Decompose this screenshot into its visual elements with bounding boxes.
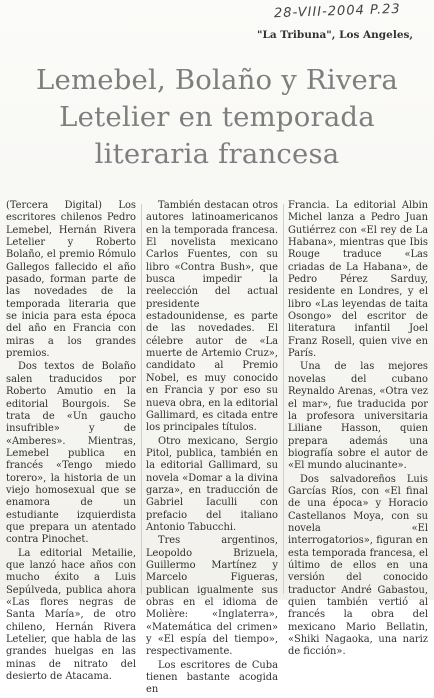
paragraph: También destacan otros autores latinoamericanos en la temporada francesa. El novelista mexicano Carlos Fuentes, con su libro «Contra Bush», que busca impedir la reelección del actual presidente estadounidense, es parte de las novedades. El célebre autor de «La muerte de Artemio Cruz», candidato al Premio Nobel, es muy conocido en Francia y por eso su nueva obra, en la editorial Gallimard, es citada entre los principales títulos. — [146, 200, 279, 434]
paragraph: Los escritores de Cuba tienen bastante acogida en — [146, 659, 278, 696]
paragraph: (Tercera Digital) Los escritores chilenos Pedro Lemebel, Hernán Rivera Letelier y Roberto Bolaño, el premio Rómulo Gallegos fallecido el año pasado, forman parte de las novedades de la temporada literaria que se inicia para esta época del año en Francia con miras a los grandes premios. — [6, 200, 136, 360]
article-body — [0, 200, 434, 696]
headline-line-1: Lemebel, Bolaño y Rivera — [36, 64, 398, 96]
column-divider — [141, 204, 142, 594]
paragraph: Otro mexicano, Sergio Pitol, publica, también en la editorial Gallimard, su novela «Domar a la divina garza», en traducción de Gabriel Iaculli con prefacio del italiano Antonio Tabucchi. — [146, 435, 278, 533]
headline-line-3: literaria francesa — [94, 138, 340, 170]
source-line: "La Tribuna", Los Angeles, — [257, 29, 414, 41]
paragraph: Una de las mejores novelas del cubano Reynaldo Arenas, «Otra vez el mar», fue traducida por la profesora universitaria Liliane Hasson, quien prepara además una biografía sobre el autor de «El mundo alucinante». — [288, 361, 428, 472]
paragraph: Dos salvadoreños Luis Garcías Ríos, con «El final de una época» y Horacio Castellanos Moya, con su novela «El interrogatorios», figuran en esta temporada francesa, el último de ellos en una versión del conocido traductor André Gabastou, quien también vertió al francés la obra del mexicano Mario Bellatin, «Shiki Nagaoka, una nariz de ficción». — [288, 473, 428, 658]
paragraph: Francia. La editorial Albin Michel lanza a Pedro Juan Gutiérrez con «El rey de La Habana», mientras que Ibis Rouge traduce «Las criadas de La Habana», de Pedro Pérez Sarduy, residente en Londres, y el libro «Las leyendas de taita Osongo» del escritor de literatura infantil Joel Franz Rosell, quien vive en París. — [288, 200, 428, 360]
headline-line-2: Letelier en temporada — [59, 101, 375, 133]
paragraph: Dos textos de Bolaño salen traducidos por Roberto Amutio en la editorial Bourgois. Se trata de «Un gaucho insufrible» y de «Amberes». Mientras, Lemebel publica en francés «Tengo miedo torero», la historia de un viejo homosexual que se enamora de un estudiante izquierdista que prepara un atentado contra Pinochet. — [6, 361, 136, 546]
article-column-2 — [146, 200, 278, 698]
headline — [10, 62, 424, 173]
paragraph: La editorial Metailie, que lanzó hace años con mucho éxito a Luis Sepúlveda, publica ahora «Las flores negras de Santa María», de otro chileno, Hernán Rivera Letelier, que habla de las grandes huelgas en las minas de nitrato del desierto de Atacama. — [6, 547, 136, 683]
article-column-1 — [6, 200, 136, 684]
column-divider — [283, 204, 284, 594]
paragraph: Tres argentinos, Leopoldo Brizuela, Guillermo Martínez y Marcelo Figueras, publican igualmente sus obras en el idioma de Molière: «Inglaterra», «Matemática del crimen» y «El espía del tiempo», respectivamente. — [146, 535, 278, 658]
article-column-3 — [288, 200, 428, 660]
handwritten-date-note: 28-VIII-2004 P.23 — [273, 1, 401, 22]
